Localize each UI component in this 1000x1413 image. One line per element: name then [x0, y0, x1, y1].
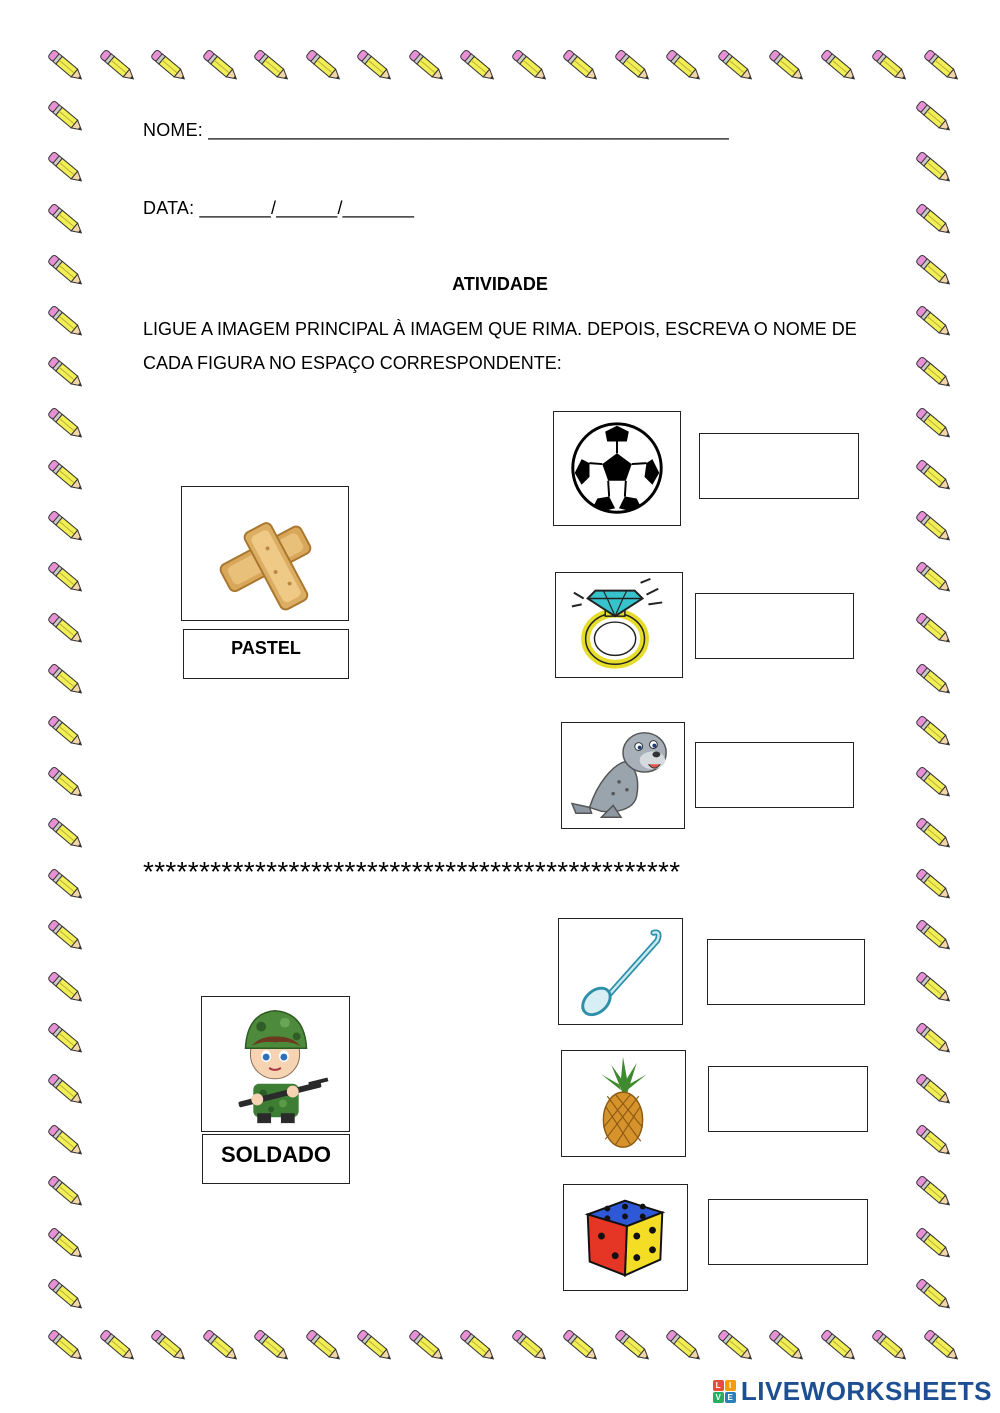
pencil-icon [910, 1015, 958, 1063]
activity-title: ATIVIDADE [452, 274, 548, 294]
pencil-icon [454, 1322, 502, 1370]
pencil-icon [866, 1322, 914, 1370]
soldier-image [201, 996, 350, 1132]
pastel-label: PASTEL [183, 629, 349, 679]
pencil-icon [42, 1066, 90, 1114]
pencil-icon [42, 144, 90, 192]
pencil-icon [42, 912, 90, 960]
pencil-icon [910, 708, 958, 756]
pencil-icon [910, 1168, 958, 1216]
pencil-icon [42, 93, 90, 141]
pencil-icon [248, 1322, 296, 1370]
pencil-icon [351, 42, 399, 90]
pencil-icon [42, 656, 90, 704]
seal-image[interactable] [561, 722, 685, 829]
answer-box-ball[interactable] [699, 433, 859, 499]
pencil-icon [454, 42, 502, 90]
ring-image[interactable] [555, 572, 683, 678]
pencil-icon [815, 1322, 863, 1370]
pencil-icon [712, 42, 760, 90]
pencil-icon [300, 42, 348, 90]
pencil-icon [910, 452, 958, 500]
pencil-icon [910, 196, 958, 244]
pencil-icon [660, 1322, 708, 1370]
pencil-icon [42, 759, 90, 807]
pencil-icon [910, 656, 958, 704]
pencil-icon [94, 1322, 142, 1370]
pencil-icon [42, 810, 90, 858]
pencil-icon [42, 1015, 90, 1063]
pencil-icon [506, 1322, 554, 1370]
answer-box-ring[interactable] [695, 593, 854, 659]
pencil-icon [910, 298, 958, 346]
pencil-icon [42, 298, 90, 346]
pencil-icon [910, 93, 958, 141]
pencil-icon [910, 503, 958, 551]
name-field[interactable]: NOME: ___________________________________________________ [143, 120, 729, 140]
pencil-icon [910, 554, 958, 602]
pencil-icon [248, 42, 296, 90]
pencil-icon [910, 759, 958, 807]
answer-box-spoon[interactable] [707, 939, 865, 1005]
pencil-icon [42, 196, 90, 244]
pencil-icon [351, 1322, 399, 1370]
pencil-icon [94, 42, 142, 90]
answer-box-seal[interactable] [695, 742, 854, 808]
pencil-icon [42, 349, 90, 397]
answer-box-dice[interactable] [708, 1199, 868, 1265]
pencil-icon [910, 861, 958, 909]
pencil-icon [918, 1322, 966, 1370]
pencil-icon [557, 42, 605, 90]
pencil-icon [42, 1117, 90, 1165]
pencil-icon [42, 605, 90, 653]
pencil-icon [42, 1271, 90, 1319]
pencil-icon [910, 349, 958, 397]
pencil-icon [910, 400, 958, 448]
pencil-icon [910, 810, 958, 858]
pencil-icon [42, 452, 90, 500]
pencil-icon [42, 708, 90, 756]
pencil-icon [910, 964, 958, 1012]
pencil-icon [42, 964, 90, 1012]
pencil-icon [712, 1322, 760, 1370]
pencil-icon [42, 554, 90, 602]
pencil-icon [910, 1220, 958, 1268]
pencil-icon [42, 42, 90, 90]
soldado-label: SOLDADO [202, 1134, 350, 1184]
pencil-icon [42, 1220, 90, 1268]
pencil-icon [910, 912, 958, 960]
liveworksheets-logo-icon: L I V E [713, 1380, 736, 1403]
pencil-icon [609, 1322, 657, 1370]
pencil-icon [910, 1066, 958, 1114]
pineapple-image[interactable] [561, 1050, 686, 1157]
pencil-icon [42, 861, 90, 909]
pencil-icon [403, 1322, 451, 1370]
pencil-icon [910, 144, 958, 192]
pencil-icon [300, 1322, 348, 1370]
pencil-icon [557, 1322, 605, 1370]
pencil-icon [42, 1168, 90, 1216]
instruction-text: LIGUE A IMAGEM PRINCIPAL À IMAGEM QUE RIMA. DEPOIS, ESCREVA O NOME DE CADA FIGURA NO ESPAÇO CORRESPONDENTE: [143, 319, 857, 373]
pencil-icon [42, 1322, 90, 1370]
pencil-icon [42, 400, 90, 448]
pencil-icon [910, 605, 958, 653]
pencil-icon [145, 42, 193, 90]
pencil-icon [197, 1322, 245, 1370]
answer-box-pineapple[interactable] [708, 1066, 868, 1132]
spoon-image[interactable] [558, 918, 683, 1025]
pencil-icon [660, 42, 708, 90]
pencil-icon [866, 42, 914, 90]
pencil-icon [145, 1322, 193, 1370]
pencil-icon [910, 1271, 958, 1319]
pencil-icon [197, 42, 245, 90]
liveworksheets-wordmark: LIVEWORKSHEETS [740, 1376, 992, 1406]
pastel-image [181, 486, 349, 621]
pencil-icon [763, 42, 811, 90]
pencil-icon [42, 503, 90, 551]
soccer-ball-image[interactable] [553, 411, 681, 526]
pencil-icon [910, 1117, 958, 1165]
pencil-icon [506, 42, 554, 90]
pencil-icon [763, 1322, 811, 1370]
pencil-icon [609, 42, 657, 90]
pencil-icon [918, 42, 966, 90]
pencil-icon [815, 42, 863, 90]
date-field[interactable]: DATA: _______/______/_______ [143, 198, 415, 218]
dice-image[interactable] [563, 1184, 688, 1291]
section-separator: ************************************************ [143, 856, 681, 887]
pencil-icon [403, 42, 451, 90]
liveworksheets-logo [713, 1376, 992, 1407]
